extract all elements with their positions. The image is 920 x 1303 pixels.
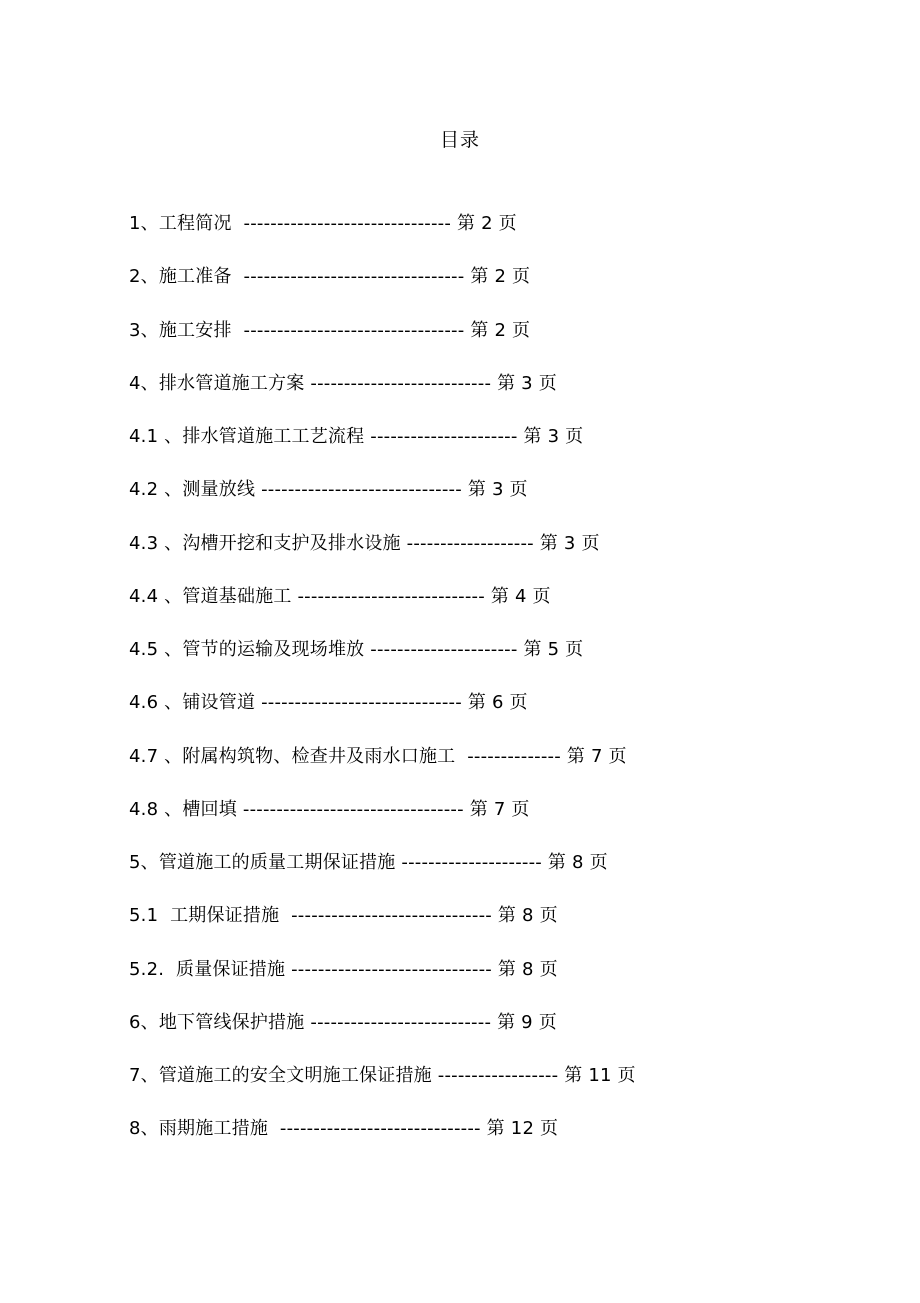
toc-entry: 4.8 、槽回填 --------------------------------- 第 7 页: [129, 798, 530, 820]
toc-entry: 5、管道施工的质量工期保证措施 --------------------- 第 8 页: [129, 852, 608, 873]
toc-list: [129, 210, 829, 1169]
toc-entry: 4.7 、附属构筑物、检查井及雨水口施工 -------------- 第 7 页: [129, 745, 627, 767]
toc-entry: 4.5 、管节的运输及现场堆放 ---------------------- 第 5 页: [129, 639, 584, 660]
toc-entry: 4.4 、管道基础施工 ---------------------------- 第 4 页: [129, 585, 551, 607]
toc-entry: 3、施工安排 --------------------------------- 第 2 页: [129, 319, 531, 341]
toc-entry: 6、地下管线保护措施 --------------------------- 第 9 页: [129, 1011, 557, 1033]
toc-entry: 1、工程简况 ------------------------------- 第 2 页: [129, 213, 517, 234]
toc-entry: 4.6 、铺设管道 ------------------------------ 第 6 页: [129, 692, 528, 714]
toc-entry: 4.1 、排水管道施工工艺流程 ---------------------- 第 3 页: [129, 426, 584, 447]
toc-entry: 8、雨期施工措施 ------------------------------ 第 12 页: [129, 1118, 559, 1140]
toc-entry: 5.2. 质量保证措施 ------------------------------ 第 8 页: [129, 958, 558, 980]
toc-entry: 5.1 工期保证措施 ------------------------------ 第 8 页: [129, 905, 558, 927]
toc-entry: 4.2 、测量放线 ------------------------------ 第 3 页: [129, 479, 528, 501]
toc-entry: 7、管道施工的安全文明施工保证措施 ------------------ 第 11 页: [129, 1065, 636, 1086]
toc-entry: 4、排水管道施工方案 --------------------------- 第 3 页: [129, 372, 557, 394]
toc-title: 目录: [439, 129, 480, 151]
toc-entry: 2、施工准备 --------------------------------- 第 2 页: [129, 266, 531, 288]
toc-entry: 4.3 、沟槽开挖和支护及排水设施 ------------------- 第 3 页: [129, 532, 600, 554]
